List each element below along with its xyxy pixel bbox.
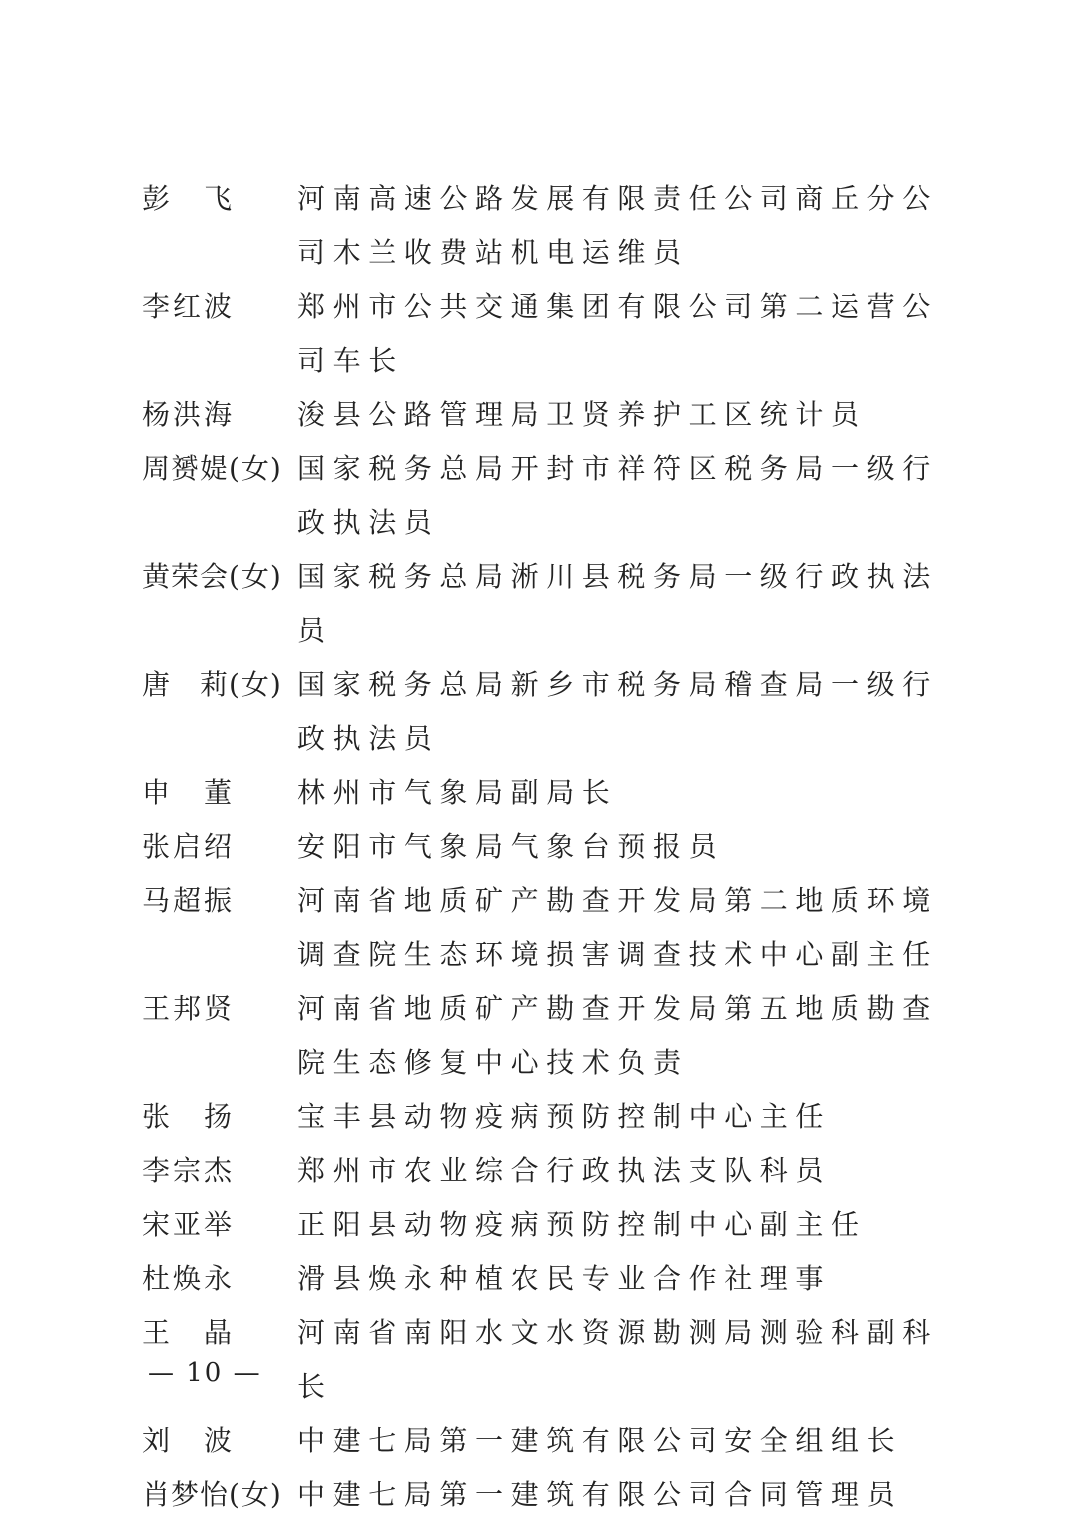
person-position: 宝丰县动物疫病预防控制中心主任 [297,1100,832,1133]
list-item [142,280,942,388]
person-name: 张启绍 [142,830,236,863]
list-item [142,1252,942,1306]
person-name: 彭 飞 [142,182,236,215]
person-name: 杜焕永 [142,1262,236,1295]
person-position: 河南省地质矿产勘查开发局第二地质环境调查院生态环境损害调查技术中心副主任 [297,884,938,971]
person-position: 国家税务总局开封市祥符区税务局一级行政执法员 [297,452,938,539]
person-position: 河南省地质矿产勘查开发局第五地质勘查院生态修复中心技术负责 [297,992,938,1079]
person-name: 周赟媞(女) [142,452,282,485]
person-position: 浚县公路管理局卫贤养护工区统计员 [297,398,867,431]
person-position: 郑州市公共交通集团有限公司第二运营公司车长 [297,290,938,377]
list-item [142,874,942,982]
person-name: 黄荣会(女) [142,560,282,593]
person-position: 安阳市气象局气象台预报员 [297,830,725,863]
list-item [142,658,942,766]
list-item [142,820,942,874]
person-position: 中建七局第一建筑有限公司合同管理员 [297,1478,903,1511]
page-number: — 10 — [148,1358,262,1388]
person-position: 国家税务总局新乡市税务局稽查局一级行政执法员 [297,668,938,755]
person-name: 宋亚举 [142,1208,236,1241]
list-item [142,1144,942,1198]
person-name: 张 扬 [142,1100,236,1133]
person-position: 郑州市农业综合行政执法支队科员 [297,1154,832,1187]
list-item [142,982,942,1090]
person-position: 滑县焕永种植农民专业合作社理事 [297,1262,832,1295]
person-name: 唐 莉(女) [142,668,282,701]
person-name: 马超振 [142,884,236,917]
person-position: 国家税务总局淅川县税务局一级行政执法员 [297,560,938,647]
person-name: 王 晶 [142,1316,236,1349]
person-name: 申 董 [142,776,236,809]
person-name: 刘 波 [142,1424,236,1457]
person-position: 中建七局第一建筑有限公司安全组组长 [297,1424,903,1457]
person-name: 肖梦怡(女) [142,1478,282,1511]
name-list [142,172,942,1522]
list-item [142,388,942,442]
person-name: 杨洪海 [142,398,236,431]
person-name: 王邦贤 [142,992,236,1025]
list-item [142,1306,942,1414]
person-name: 李红波 [142,290,236,323]
person-position: 河南高速公路发展有限责任公司商丘分公司木兰收费站机电运维员 [297,182,938,269]
list-item [142,766,942,820]
list-item [142,1198,942,1252]
list-item [142,442,942,550]
list-item [142,1468,942,1522]
list-item [142,550,942,658]
list-item [142,1090,942,1144]
list-item [142,172,942,280]
person-position: 林州市气象局副局长 [297,776,618,809]
person-position: 河南省南阳水文水资源勘测局测验科副科长 [297,1316,938,1403]
list-item [142,1414,942,1468]
person-name: 李宗杰 [142,1154,236,1187]
person-position: 正阳县动物疫病预防控制中心副主任 [297,1208,867,1241]
